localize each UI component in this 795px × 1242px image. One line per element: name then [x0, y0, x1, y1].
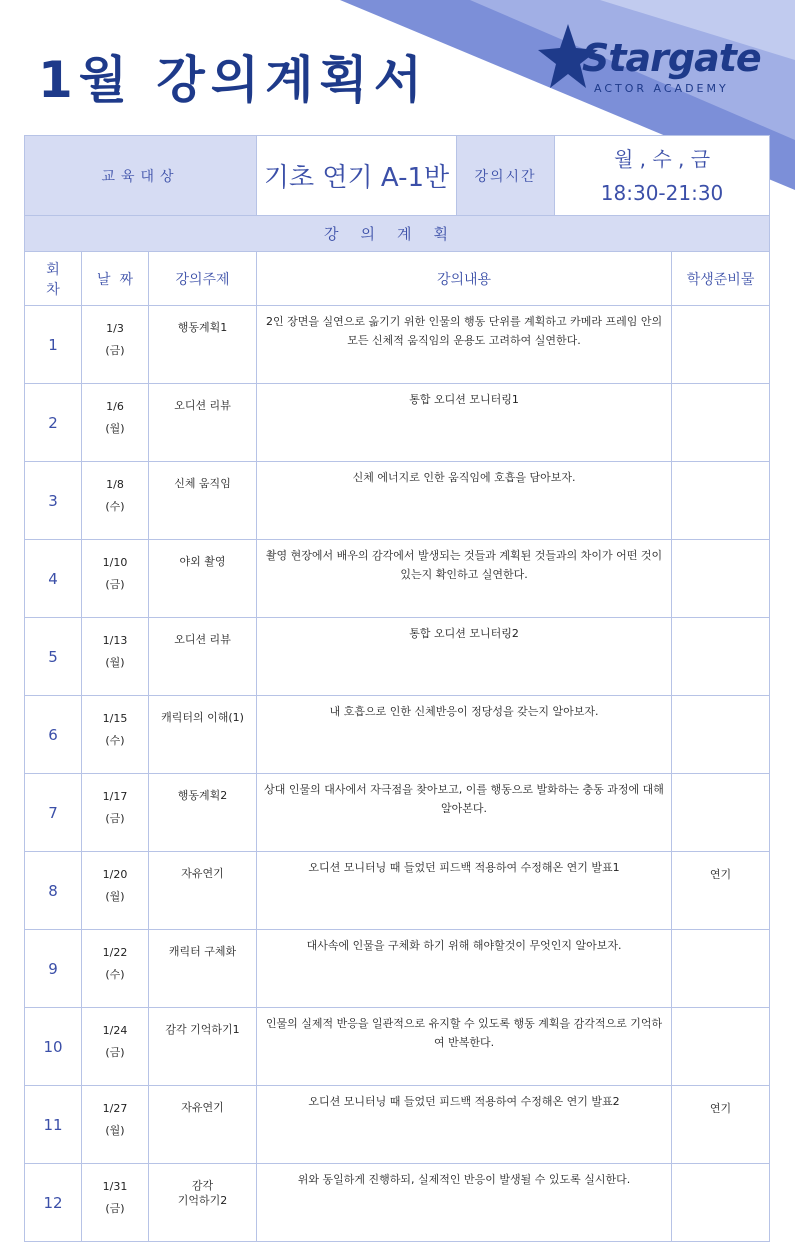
row-prep: [672, 930, 770, 1008]
row-content: 오디션 모니터닝 때 들었던 피드백 적용하여 수정해온 연기 발표1: [257, 852, 672, 930]
row-prep: [672, 306, 770, 384]
section-row: [25, 216, 770, 252]
logo-subtitle: ACTOR ACADEMY: [594, 82, 729, 95]
row-content: 신체 에너지로 인한 움직임에 호흡을 담아보자.: [257, 462, 672, 540]
table-row: [25, 540, 770, 618]
table-row: [25, 1086, 770, 1164]
table-row: [25, 1008, 770, 1086]
row-date: 1/8: [106, 478, 124, 491]
table-row: [25, 930, 770, 1008]
table-row: [25, 384, 770, 462]
row-date: 1/27: [102, 1102, 128, 1115]
row-date-cell: [82, 306, 149, 384]
logo-wordmark: Stargate: [582, 36, 761, 80]
row-topic: 오디션 리뷰: [149, 618, 257, 696]
row-content: 상대 인물의 대사에서 자극점을 찾아보고, 이를 행동으로 발화하는 충동 과정에 대해 알아본다.: [257, 774, 672, 852]
table-row: [25, 1164, 770, 1242]
table-row: [25, 618, 770, 696]
class-days: 월 , 수 , 금: [613, 146, 711, 171]
page-title: 1월 강의계획서: [38, 51, 428, 109]
row-date-cell: [82, 930, 149, 1008]
row-content: 2인 장면을 실연으로 옮기기 위한 인물의 행동 단위를 계획하고 카메라 프레임 안의 모든 신체적 움직임의 운용도 고려하여 실연한다.: [257, 306, 672, 384]
row-number: 5: [25, 618, 82, 696]
row-date: 1/6: [106, 400, 124, 413]
target-label: 교육대상: [25, 136, 257, 216]
row-topic: 오디션 리뷰: [149, 384, 257, 462]
row-date-cell: [82, 1164, 149, 1242]
row-date: 1/3: [106, 322, 124, 335]
row-weekday: (금): [105, 578, 125, 591]
row-content: 통합 오디션 모니터링1: [257, 384, 672, 462]
row-number: 3: [25, 462, 82, 540]
row-content: 위와 동일하게 진행하되, 실제적인 반응이 발생될 수 있도록 실시한다.: [257, 1164, 672, 1242]
section-title: 강의계획: [25, 216, 770, 252]
row-content: 인물의 실제적 반응을 일관적으로 유지할 수 있도록 행동 계획을 감각적으로 기억하여 반복한다.: [257, 1008, 672, 1086]
row-weekday: (월): [105, 890, 125, 903]
row-number: 2: [25, 384, 82, 462]
row-content: 대사속에 인물을 구체화 하기 위해 해야할것이 무엇인지 알아보자.: [257, 930, 672, 1008]
row-number: 9: [25, 930, 82, 1008]
row-weekday: (월): [105, 422, 125, 435]
row-weekday: (수): [105, 500, 125, 513]
row-date: 1/10: [102, 556, 128, 569]
row-date-cell: [82, 774, 149, 852]
row-date: 1/31: [102, 1180, 128, 1193]
row-number: 11: [25, 1086, 82, 1164]
row-prep: [672, 1164, 770, 1242]
row-prep: [672, 540, 770, 618]
row-number: 10: [25, 1008, 82, 1086]
table-row: [25, 306, 770, 384]
row-prep: [672, 1008, 770, 1086]
class-hours: 18:30-21:30: [600, 180, 724, 205]
row-content: 내 호흡으로 인한 신체반응이 정당성을 갖는지 알아보자.: [257, 696, 672, 774]
row-prep: 연기: [672, 852, 770, 930]
row-number: 4: [25, 540, 82, 618]
row-prep: 연기: [672, 1086, 770, 1164]
row-weekday: (금): [105, 1046, 125, 1059]
row-topic: 캐릭터 구체화: [149, 930, 257, 1008]
row-topic: 신체 움직임: [149, 462, 257, 540]
table-row: [25, 462, 770, 540]
row-topic: 행동계획2: [149, 774, 257, 852]
row-date: 1/22: [102, 946, 128, 959]
row-prep: [672, 384, 770, 462]
row-prep: [672, 618, 770, 696]
header-prep: 학생준비물: [672, 252, 770, 306]
header-round-bottom: 차: [46, 281, 60, 298]
lecture-plan-table: [24, 135, 770, 1242]
row-topic: 자유연기: [149, 1086, 257, 1164]
row-weekday: (수): [105, 734, 125, 747]
table-row: [25, 774, 770, 852]
row-number: 12: [25, 1164, 82, 1242]
target-value: 기초 연기 A-1반: [257, 136, 457, 216]
time-value: [555, 136, 770, 216]
stargate-logo: [538, 22, 768, 102]
row-number: 1: [25, 306, 82, 384]
row-prep: [672, 462, 770, 540]
row-weekday: (수): [105, 968, 125, 981]
row-date-cell: [82, 1008, 149, 1086]
row-weekday: (금): [105, 1202, 125, 1215]
row-content: 촬영 현장에서 배우의 감각에서 발생되는 것들과 계획된 것들과의 차이가 어떤 것이 있는지 확인하고 실연한다.: [257, 540, 672, 618]
header-date: 날 짜: [82, 252, 149, 306]
row-topic: 감각 기억하기1: [149, 1008, 257, 1086]
row-prep: [672, 696, 770, 774]
header-content: 강의내용: [257, 252, 672, 306]
row-weekday: (금): [105, 812, 125, 825]
row-date: 1/24: [102, 1024, 128, 1037]
row-topic: 야외 촬영: [149, 540, 257, 618]
plan-rows: [25, 306, 770, 1242]
header-topic: 강의주제: [149, 252, 257, 306]
row-date-cell: [82, 618, 149, 696]
row-number: 8: [25, 852, 82, 930]
row-date-cell: [82, 462, 149, 540]
row-number: 7: [25, 774, 82, 852]
row-prep: [672, 774, 770, 852]
row-topic: 자유연기: [149, 852, 257, 930]
row-weekday: (월): [105, 656, 125, 669]
row-topic: 캐릭터의 이해(1): [149, 696, 257, 774]
row-date: 1/13: [102, 634, 128, 647]
row-date-cell: [82, 696, 149, 774]
row-topic: 행동계획1: [149, 306, 257, 384]
table-row: [25, 696, 770, 774]
table-row: [25, 852, 770, 930]
row-date-cell: [82, 852, 149, 930]
row-date-cell: [82, 540, 149, 618]
row-date-cell: [82, 384, 149, 462]
info-row: [25, 136, 770, 216]
row-content: 통합 오디션 모니터링2: [257, 618, 672, 696]
header-round-top: 회: [46, 261, 60, 278]
row-number: 6: [25, 696, 82, 774]
row-date: 1/15: [102, 712, 128, 725]
row-content: 오디션 모니터닝 때 들었던 피드백 적용하여 수정해온 연기 발표2: [257, 1086, 672, 1164]
row-date-cell: [82, 1086, 149, 1164]
row-date: 1/20: [102, 868, 128, 881]
header-round: [25, 252, 82, 306]
row-weekday: (금): [105, 344, 125, 357]
row-date: 1/17: [102, 790, 128, 803]
row-weekday: (월): [105, 1124, 125, 1137]
row-topic: 감각 기억하기2: [149, 1164, 257, 1242]
header-row: [25, 252, 770, 306]
time-label: 강의시간: [457, 136, 555, 216]
